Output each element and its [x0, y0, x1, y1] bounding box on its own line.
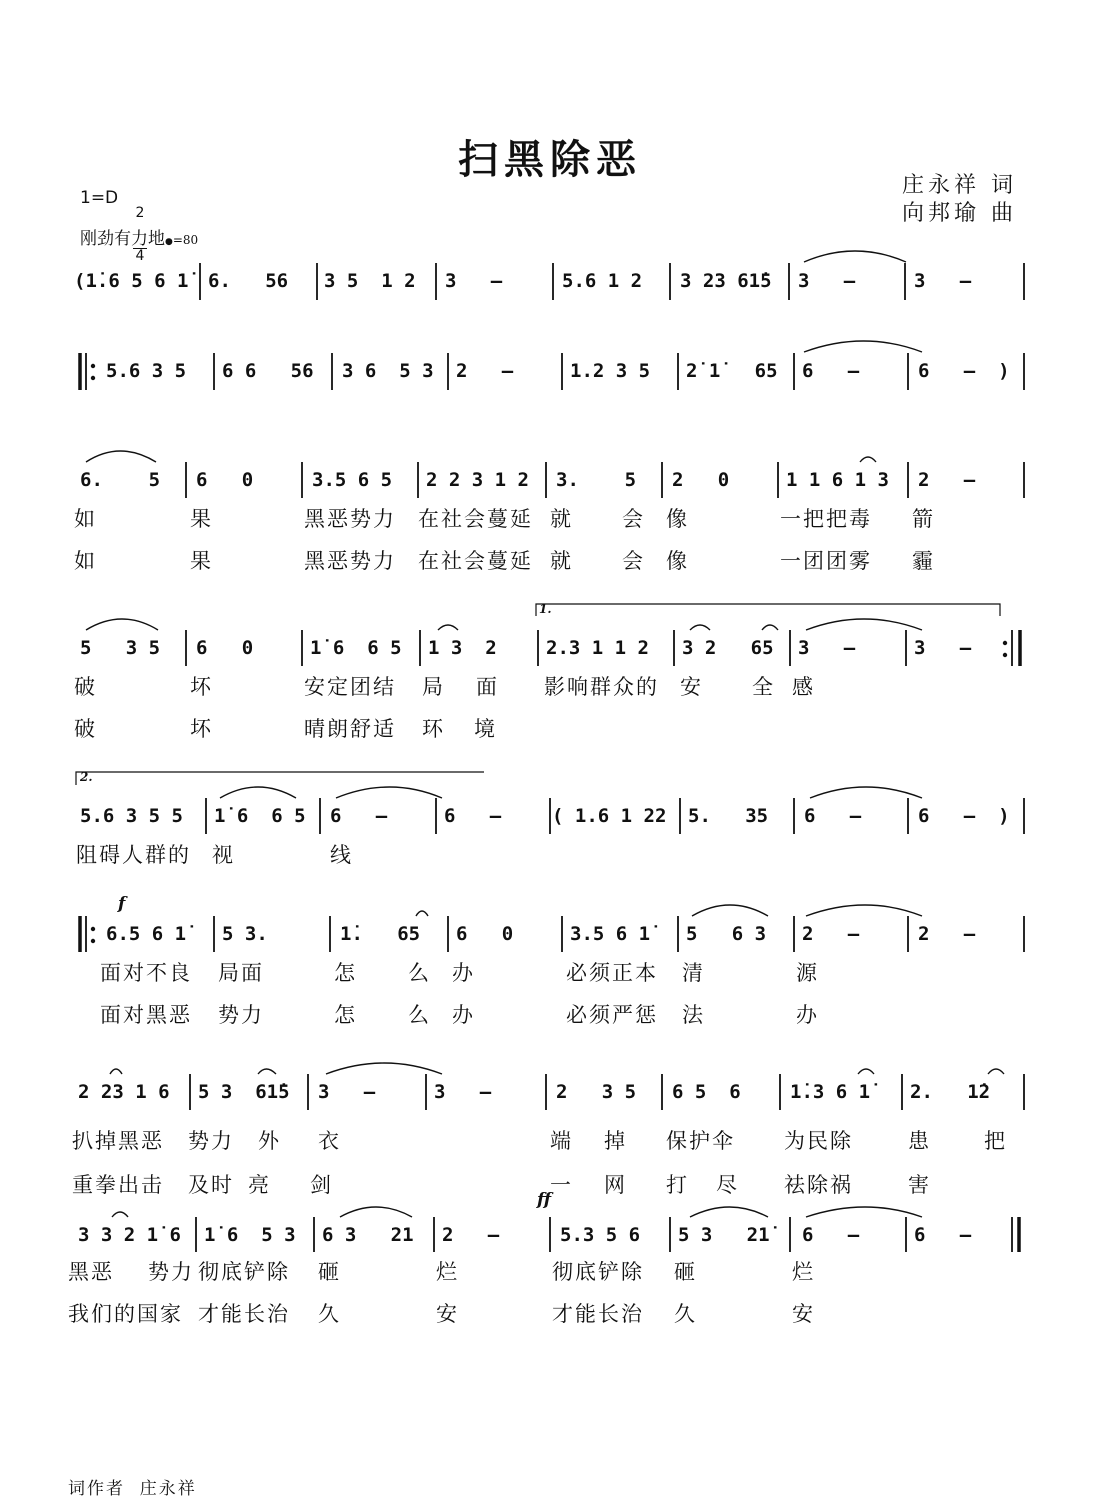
- barlines: [80, 263, 1024, 1252]
- measure: 1 3 2: [428, 637, 497, 659]
- measure: 5.6 3 5: [106, 360, 187, 382]
- measure: 6 –: [804, 805, 862, 827]
- measure: 1̇ 6 6 5: [310, 637, 402, 659]
- measure: 3 2 65: [682, 637, 774, 659]
- tempo-value: =80: [172, 233, 199, 247]
- measure: 5.3 5 6: [560, 1224, 641, 1246]
- measure: 5.6 3 5 5: [80, 805, 183, 827]
- measure: 3 –: [798, 270, 856, 292]
- lyric: 在社会蔓延: [418, 549, 533, 573]
- lyric: 局: [422, 675, 445, 699]
- lyric: 必须正本: [566, 961, 658, 985]
- measure: 2̇ 1̇ 65: [686, 360, 778, 382]
- measure: 5 3 61̇5: [198, 1081, 290, 1103]
- lyric: 安定团结: [304, 675, 396, 699]
- lyric: 线: [330, 843, 353, 867]
- measure: 3 –: [914, 637, 972, 659]
- lyric: 办: [796, 1003, 819, 1027]
- lyric: 源: [796, 961, 819, 985]
- lyric: 彻底铲除: [198, 1260, 290, 1284]
- lyric: 箭: [912, 507, 935, 531]
- measure: 2 3 5: [556, 1081, 637, 1103]
- lyric: 才能长治: [198, 1302, 290, 1326]
- lyric: 黑恶势力: [304, 549, 396, 573]
- lyric: 网: [604, 1173, 627, 1197]
- lyric: 办: [452, 1003, 475, 1027]
- lyricist-footer: 词作者 庄永祥: [68, 1479, 197, 1499]
- measure: 2 –: [456, 360, 514, 382]
- lyric: 果: [190, 507, 213, 531]
- measure: 6 –: [444, 805, 502, 827]
- key-signature: 1=D: [80, 188, 119, 208]
- measure: 5 6 3: [686, 923, 767, 945]
- lyric: 安: [436, 1302, 459, 1326]
- volta-2-label: 2.: [80, 770, 93, 784]
- lyric: 打: [666, 1173, 689, 1197]
- measure: 6 –: [914, 1224, 972, 1246]
- lyric: 破: [74, 717, 97, 741]
- measure: 3.5 6 1̇: [570, 923, 651, 945]
- lyric: 一把把毒: [780, 507, 872, 531]
- measure: 1̇ 6 5 3: [204, 1224, 296, 1246]
- lyricist-credit: 庄永祥 词: [902, 173, 1017, 198]
- measure: 6 0: [196, 637, 254, 659]
- lyric: 久: [318, 1302, 341, 1326]
- measure: 1.2 3 5: [570, 360, 651, 382]
- lyric: 才能长治: [552, 1302, 644, 1326]
- lyric: 霾: [912, 549, 935, 573]
- measure: 1̇. 65: [340, 923, 421, 945]
- quarter-note-icon: ●: [165, 237, 173, 247]
- lyric: 面: [476, 675, 499, 699]
- lyric: 安: [792, 1302, 815, 1326]
- lyric: 亮: [248, 1173, 271, 1197]
- measure: 5.6 1 2: [562, 270, 643, 292]
- lyric: 办: [452, 961, 475, 985]
- measure: 5 3 21̇: [678, 1224, 770, 1246]
- lyric: 砸: [674, 1260, 697, 1284]
- measure: 6. 5: [80, 469, 161, 491]
- lyric: 黑恶势力: [304, 507, 396, 531]
- lyric: 就: [550, 549, 573, 573]
- measure: 2 23 1 6: [78, 1081, 170, 1103]
- measure: 2 0: [672, 469, 730, 491]
- lyric: 保护伞: [666, 1129, 735, 1153]
- measure: 5 3.: [222, 923, 268, 945]
- measure: 6 0: [456, 923, 514, 945]
- lyric: 剑: [310, 1173, 333, 1197]
- lyric: 必须严惩: [566, 1003, 658, 1027]
- lyric: 坏: [190, 675, 213, 699]
- measure: 6.5 6 1̇: [106, 923, 187, 945]
- measure: 2 –: [802, 923, 860, 945]
- lyric: 彻底铲除: [552, 1260, 644, 1284]
- lyric: 果: [190, 549, 213, 573]
- lyric: 境: [474, 717, 497, 741]
- lyric: 么: [408, 961, 431, 985]
- lyric: 我们的国家: [68, 1302, 183, 1326]
- volta-1-label: 1.: [539, 602, 552, 616]
- measure: 2 –: [918, 923, 976, 945]
- lyric: 扒掉黑恶: [72, 1129, 164, 1153]
- measure: 6 5 6: [672, 1081, 741, 1103]
- lyric: 势力: [148, 1260, 194, 1284]
- measure: 1 1 6 1 3: [786, 469, 889, 491]
- lyric: 一团团雾: [780, 549, 872, 573]
- measure: 3 23 61̇5: [680, 270, 772, 292]
- lyric: 阻碍人群的: [76, 843, 191, 867]
- dynamic-fortissimo: ff: [537, 1190, 552, 1210]
- measure: 5 3 5: [80, 637, 161, 659]
- lyric: 面对黑恶: [100, 1003, 192, 1027]
- lyric: 感: [792, 675, 815, 699]
- measure: 5. 35: [688, 805, 769, 827]
- lyric: 掉: [604, 1129, 627, 1153]
- lyric: 环: [422, 717, 445, 741]
- tempo-text: 刚劲有力地: [80, 229, 165, 249]
- lyric: 如: [74, 507, 97, 531]
- lyric: 会: [622, 507, 645, 531]
- lyric: 把: [984, 1129, 1007, 1153]
- lyric: 祛除祸: [784, 1173, 853, 1197]
- lyric: 如: [74, 549, 97, 573]
- measure: 1̇.3 6 1̇: [790, 1081, 871, 1103]
- lyric: 影响群众的: [544, 675, 659, 699]
- lyric: 视: [212, 843, 235, 867]
- lyric: 清: [682, 961, 705, 985]
- lyric: 势力: [188, 1129, 234, 1153]
- composer-credit: 向邦瑜 曲: [902, 201, 1017, 226]
- measure: 2 –: [442, 1224, 500, 1246]
- lyric: 为民除: [784, 1129, 853, 1153]
- meter-top: 2: [135, 205, 145, 221]
- lyric: 害: [908, 1173, 931, 1197]
- measure: 2 –: [918, 469, 976, 491]
- lyric: 久: [674, 1302, 697, 1326]
- measure: 3 –: [318, 1081, 376, 1103]
- lyric: 重拳出击: [72, 1173, 164, 1197]
- measure: 1̇ 6 6 5: [214, 805, 306, 827]
- lyric: 外: [258, 1129, 281, 1153]
- lyric: 面对不良: [100, 961, 192, 985]
- lyric: 烂: [792, 1260, 815, 1284]
- lyric: 怎: [334, 1003, 357, 1027]
- lyric: 在社会蔓延: [418, 507, 533, 531]
- lyric: 就: [550, 507, 573, 531]
- measure: 6 – ): [918, 360, 1010, 382]
- lyric: 像: [666, 549, 689, 573]
- meter-bottom: 4: [133, 248, 147, 263]
- dynamic-forte: f: [118, 894, 126, 914]
- measure: 6 6 56: [222, 360, 314, 382]
- measure: 3. 5: [556, 469, 637, 491]
- lyric: 患: [908, 1129, 931, 1153]
- lyric: 会: [622, 549, 645, 573]
- measure: 3 3 2 1̇ 6: [78, 1224, 181, 1246]
- measure: 6 –: [330, 805, 388, 827]
- lyric: 一: [550, 1173, 573, 1197]
- lyric: 烂: [436, 1260, 459, 1284]
- lyric: 破: [74, 675, 97, 699]
- measure: 3.5 6 5: [312, 469, 393, 491]
- measure: 3 –: [798, 637, 856, 659]
- lyric: 坏: [190, 717, 213, 741]
- lyric: 砸: [318, 1260, 341, 1284]
- repeat-dots: [91, 364, 1007, 943]
- lyric: 尽: [716, 1173, 739, 1197]
- lyric: 全: [752, 675, 775, 699]
- lyric: 端: [550, 1129, 573, 1153]
- lyric: 势力: [218, 1003, 264, 1027]
- measure: 3 6 5 3: [342, 360, 434, 382]
- lyric: 局面: [218, 961, 264, 985]
- measure: 6 3 21: [322, 1224, 414, 1246]
- lyric: 安: [680, 675, 703, 699]
- lyric: 黑恶: [68, 1260, 114, 1284]
- measure: 2. 1̇2: [910, 1081, 991, 1103]
- measure: 2.3 1 1 2: [546, 637, 649, 659]
- lyric: 晴朗舒适: [304, 717, 396, 741]
- lyric: 像: [666, 507, 689, 531]
- measure: 3 –: [445, 270, 503, 292]
- measure: 6 –: [802, 360, 860, 382]
- measure: 6 0: [196, 469, 254, 491]
- measure: 3 –: [914, 270, 972, 292]
- measure: 3 5 1 2: [324, 270, 416, 292]
- measure: 2 2 3 1 2: [426, 469, 529, 491]
- measure: 3 –: [434, 1081, 492, 1103]
- measure: 6. 56: [208, 270, 289, 292]
- slurs-and-ties: [86, 251, 1004, 1217]
- lyric: 怎: [334, 961, 357, 985]
- measure: 6 – ): [918, 805, 1010, 827]
- lyric: 么: [408, 1003, 431, 1027]
- measure: 6 –: [802, 1224, 860, 1246]
- lyric: 衣: [318, 1129, 341, 1153]
- measure: ( 1.6 1 22: [552, 805, 667, 827]
- song-title: 扫黑除恶: [458, 136, 642, 183]
- lyric: 及时: [188, 1173, 234, 1197]
- measure: (1̇.6 5 6 1̇: [74, 270, 189, 292]
- lyric: 法: [682, 1003, 705, 1027]
